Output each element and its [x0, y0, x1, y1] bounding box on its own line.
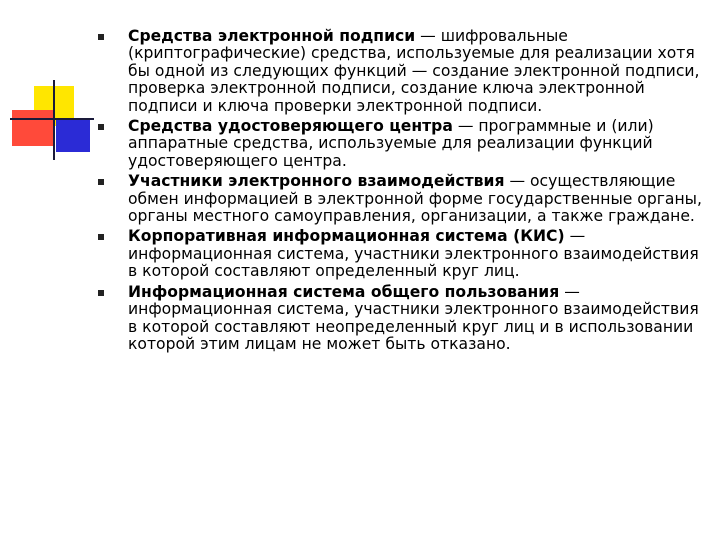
definition-text: — информационная система, участники электронного взаимодействия в которой составляют неопределенный круг лиц и в использовании которой этим лицам не может быть отказано.: [128, 282, 699, 353]
definition-term: Средства электронной подписи: [128, 27, 416, 45]
definition-text: — информационная система, участники электронного взаимодействия в которой составляют определенный круг лиц.: [128, 227, 699, 281]
definition-item: [96, 228, 706, 280]
definition-text: — шифровальные (криптографические) средства, используемые для реализации хотя бы одной из следующих функций — создание электронной подписи, проверка электронной подписи, создание ключа электронной подписи и ключа проверки электронной подписи.: [128, 27, 700, 115]
square-bullet-icon: [98, 124, 104, 130]
definition-term: Средства удостоверяющего центра: [128, 117, 453, 136]
definition-term: Корпоративная информационная система (КИС): [128, 227, 565, 246]
decor-red-square: [12, 110, 54, 146]
square-bullet-icon: [98, 290, 104, 296]
definitions-list: [96, 28, 706, 356]
decor-vertical-line: [53, 80, 55, 160]
definition-term: Информационная система общего пользования: [128, 282, 560, 301]
definition-item: [96, 173, 706, 225]
decor-blue-square: [56, 120, 90, 152]
square-bullet-icon: [98, 179, 104, 185]
definition-text: — осуществляющие обмен информацией в электронной форме государственные органы, органы местного самоуправления, организации, а также граждане.: [128, 172, 702, 226]
decor-horizontal-line: [10, 118, 94, 120]
definition-text: — программные и (или) аппаратные средства, используемые для реализации функций удостоверяющего центра.: [128, 117, 654, 170]
definition-item: [96, 118, 706, 170]
square-bullet-icon: [98, 34, 104, 40]
square-bullet-icon: [98, 234, 104, 240]
definition-term: Участники электронного взаимодействия: [128, 172, 505, 191]
definition-item: [96, 284, 706, 354]
definition-item: [96, 28, 706, 115]
